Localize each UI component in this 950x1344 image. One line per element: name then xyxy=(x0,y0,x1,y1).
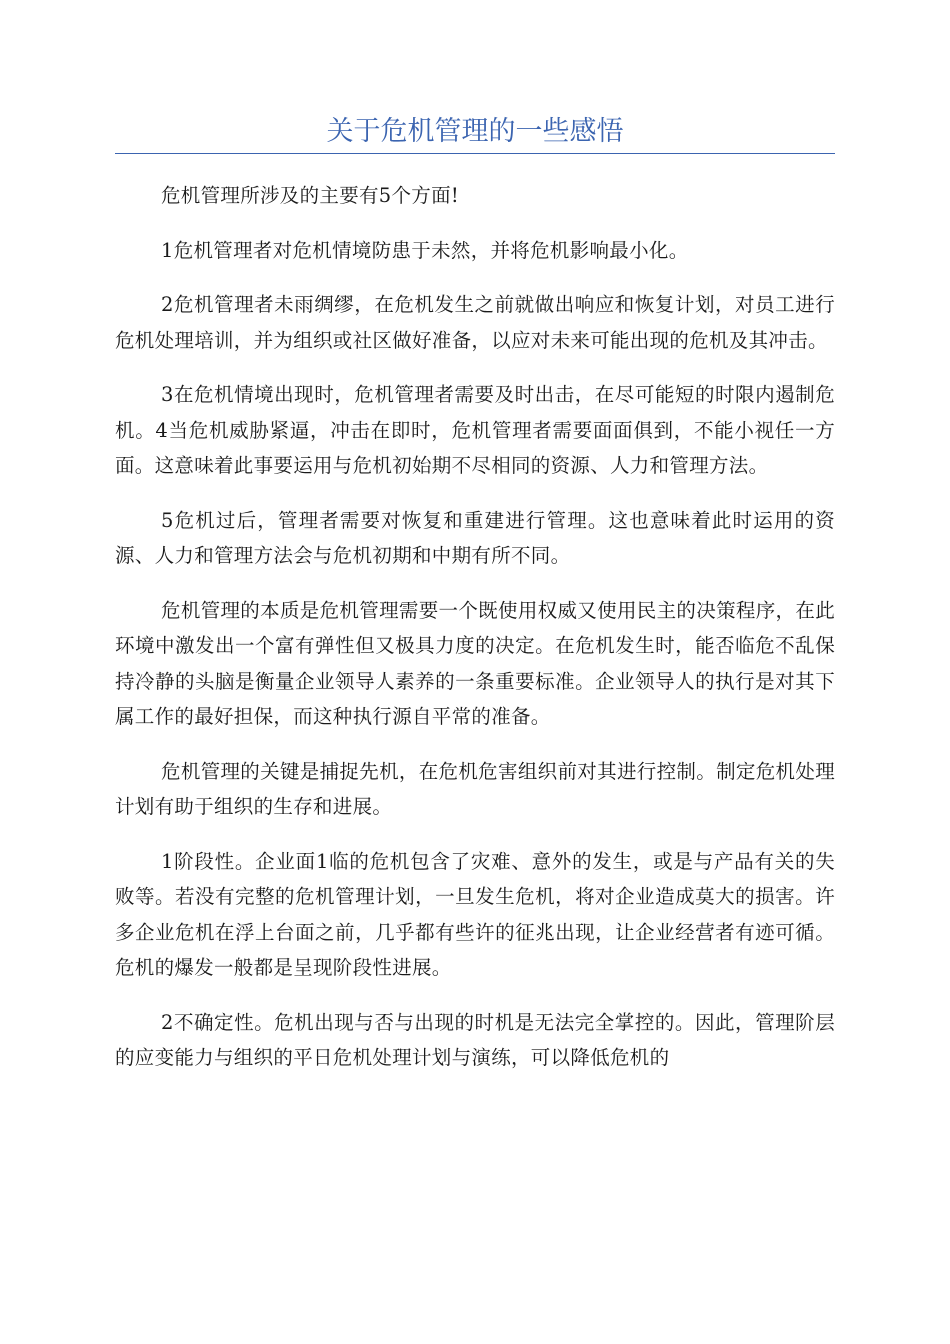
paragraph: 1危机管理者对危机情境防患于未然，并将危机影响最小化。 xyxy=(161,238,689,262)
paragraph: 2不确定性。危机出现与否与出现的时机是无法完全掌控的。因此，管理阶层的应变能力与组织的平日危机处理计划与演练，可以降低危机的 xyxy=(115,1010,835,1069)
title-underline xyxy=(115,153,835,154)
document-body xyxy=(115,178,835,1095)
paragraph: 危机管理的本质是危机管理需要一个既使用权威又使用民主的决策程序，在此环境中激发出一个富有弹性但又极具力度的决定。在危机发生时，能否临危不乱保持冷静的头脑是衡量企业领导人素养的一条重要标准。企业领导人的执行是对其下属工作的最好担保，而这种执行源自平常的准备。 xyxy=(115,598,835,728)
paragraph: 危机管理所涉及的主要有5个方面! xyxy=(161,184,460,207)
page-title: 关于危机管理的一些感悟 xyxy=(326,116,624,147)
paragraph: 1阶段性。企业面1临的危机包含了灾难、意外的发生，或是与产品有关的失败等。若没有完整的危机管理计划，一旦发生危机，将对企业造成莫大的损害。许多企业危机在浮上台面之前，几乎都有些许的征兆出现，让企业经营者有迹可循。危机的爆发一般都是呈现阶段性进展。 xyxy=(115,849,835,979)
paragraph: 危机管理的关键是捕捉先机，在危机危害组织前对其进行控制。制定危机处理计划有助于组织的生存和进展。 xyxy=(115,759,835,818)
paragraph: 3在危机情境出现时，危机管理者需要及时出击，在尽可能短的时限内遏制危机。4当危机威胁紧逼，冲击在即时，危机管理者需要面面俱到，不能小视任一方面。这意味着此事要运用与危机初始期不尽相同的资源、人力和管理方法。 xyxy=(115,383,835,477)
paragraph: 2危机管理者未雨绸缪，在危机发生之前就做出响应和恢复计划，对员工进行危机处理培训，并为组织或社区做好准备，以应对未来可能出现的危机及其冲击。 xyxy=(115,293,835,352)
paragraph: 5危机过后，管理者需要对恢复和重建进行管理。这也意味着此时运用的资源、人力和管理方法会与危机初期和中期有所不同。 xyxy=(115,508,835,567)
